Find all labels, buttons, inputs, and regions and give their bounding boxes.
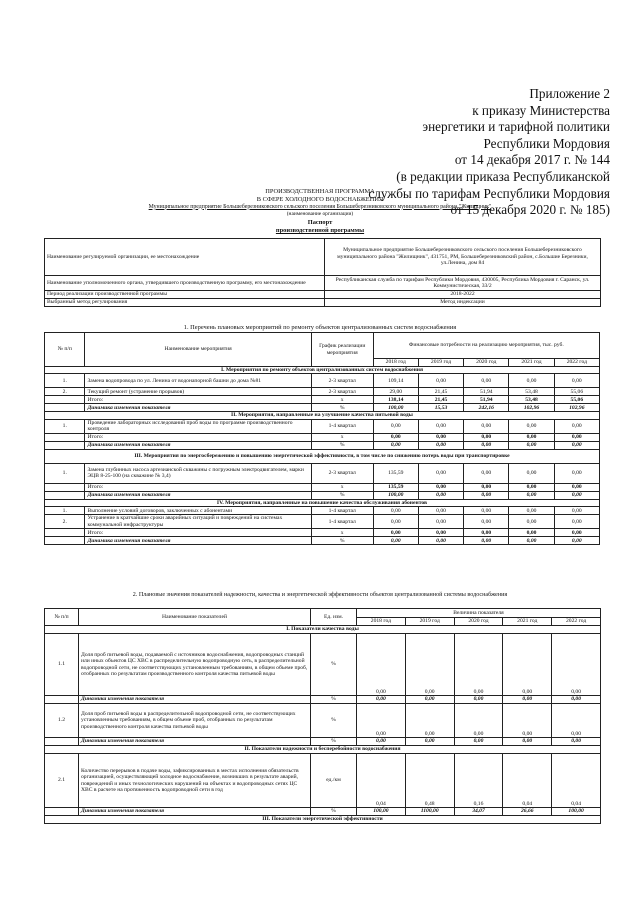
row-name: Проведение лабораторных исследований проб воды по программе производственного контроля	[85, 419, 311, 433]
row-value: 0,00	[405, 634, 454, 696]
total-unit: х	[311, 396, 373, 404]
dynamics-value: 100,00	[552, 808, 601, 816]
passport-subtitle: производственной программы	[275, 226, 365, 234]
dynamics-value: 0,00	[373, 441, 418, 449]
section1-title: 1. Перечень плановых мероприятий по ремонту объектов централизованных систем водоснабжения	[183, 324, 457, 331]
dynamics-value: 0,00	[509, 537, 554, 545]
total-value: 0,00	[554, 529, 599, 537]
row-num: 1.	[45, 463, 85, 483]
appendix-line: Приложение 2	[529, 86, 610, 101]
dynamics-value: 0,00	[464, 537, 509, 545]
passport-row	[45, 291, 601, 299]
dynamics-label: Динамика изменения показателя	[85, 537, 311, 545]
dynamics-row	[45, 491, 600, 499]
col-header-num: № п/п	[45, 333, 85, 367]
dynamics-value: 0,00	[464, 441, 509, 449]
total-label: Итого:	[85, 483, 311, 491]
row-value: 0,00	[418, 507, 463, 515]
dynamics-label: Динамика изменения показателя	[85, 441, 311, 449]
total-value: 0,00	[418, 483, 463, 491]
row-value: 0,00	[418, 515, 463, 529]
dynamics-value: 0,00	[552, 738, 601, 746]
appendix-line: Республики Мордовия	[483, 135, 610, 151]
passport-value: 2018-2022	[325, 291, 601, 299]
row-unit: %	[311, 634, 357, 696]
dynamics-row	[45, 537, 600, 545]
col-header-name: Наименование мероприятия	[85, 333, 311, 367]
dynamics-unit: %	[311, 808, 357, 816]
row-unit: %	[311, 704, 357, 738]
dynamics-value: 34,07	[454, 808, 503, 816]
total-value: 0,00	[509, 433, 554, 441]
passport-value: Метод индексации	[325, 299, 601, 307]
dynamics-label: Динамика изменения показателя	[79, 808, 311, 816]
total-unit: х	[311, 433, 373, 441]
row-name: Замена водопровода по ул. Ленина от водонапорной башни до дома №81	[85, 374, 311, 388]
row-schedule: 2-3 квартал	[311, 388, 373, 396]
section2-header-row	[45, 609, 601, 618]
total-value: 0,00	[418, 433, 463, 441]
appendix-line: (в редакции приказа Республиканской	[396, 168, 610, 184]
dynamics-label: Динамика изменения показателя	[79, 696, 311, 704]
program-title	[40, 188, 600, 235]
dynamics-row	[45, 441, 600, 449]
total-label: Итого:	[85, 396, 311, 404]
row-value: 0,04	[503, 754, 552, 808]
table-row	[45, 374, 600, 388]
col-header-unit: Ед. изм.	[311, 609, 357, 626]
dynamics-value: 0,00	[554, 491, 599, 499]
total-value: 21,45	[418, 396, 463, 404]
row-value: 0,00	[554, 507, 599, 515]
total-unit: х	[311, 529, 373, 537]
total-value: 0,00	[554, 433, 599, 441]
row-name: Выполнение условий договоров, заключенных с абонентами	[85, 507, 311, 515]
dynamics-label: Динамика изменения показателя	[85, 404, 311, 412]
col-header-schedule: График реализации мероприятия	[311, 333, 373, 367]
total-row	[45, 433, 600, 441]
row-name: Замена глубинных насоса артезианской скважины с погружным электродвигателем, марки ЭЦВ 8-25-100 (на скважине № 3,4)	[85, 463, 311, 483]
row-value: 0,00	[554, 463, 599, 483]
row-value: 0,00	[552, 704, 601, 738]
table-row	[45, 515, 600, 529]
row-value: 0,00	[454, 634, 503, 696]
dynamics-label: Динамика изменения показателя	[79, 738, 311, 746]
dynamics-value: 1100,00	[405, 808, 454, 816]
year-header: 2021 год	[509, 359, 554, 367]
group-title: I. Мероприятия по ремонту объектов централизованных систем водоснабжения	[45, 367, 600, 374]
group-title-row	[45, 449, 600, 463]
table-row	[45, 704, 601, 738]
row-value: 0,00	[509, 463, 554, 483]
dynamics-value: 0,00	[373, 537, 418, 545]
row-value: 0,16	[454, 754, 503, 808]
year-header: 2018 год	[357, 618, 406, 626]
row-value: 0,00	[418, 374, 463, 388]
dynamics-value: 0,00	[418, 491, 463, 499]
row-num: 2.	[45, 388, 85, 396]
passport-label: Наименование уполномоченного органа, утвердившего производственную программу, его местонахождение	[45, 276, 325, 291]
row-name: Доля проб питьевой воды в распределительной водопроводной сети, не соответствующих установленным требованиям, в общем объеме проб, отобранных по результатам производственного контроля качества питьевой воды	[79, 704, 311, 738]
total-label: Итого:	[85, 529, 311, 537]
dynamics-value: 102,96	[509, 404, 554, 412]
dynamics-value: 0,00	[405, 738, 454, 746]
section2-table	[44, 608, 601, 824]
year-header: 2021 год	[503, 618, 552, 626]
row-num: 1.2	[45, 704, 79, 738]
dynamics-value: 100,00	[373, 404, 418, 412]
total-value: 0,00	[418, 529, 463, 537]
col-header-name: Наименование показателей	[79, 609, 311, 626]
passport-label: Наименование регулируемой организации, ее местонахождение	[45, 239, 325, 276]
dynamics-value: 0,00	[405, 696, 454, 704]
group-title: II. Мероприятия, направленные на улучшение качества питьевой воды	[45, 412, 600, 419]
total-unit: х	[311, 483, 373, 491]
row-value: 0,00	[554, 515, 599, 529]
dynamics-row	[45, 696, 601, 704]
row-value: 0,00	[454, 704, 503, 738]
row-value: 0,00	[509, 515, 554, 529]
row-value: 0,00	[554, 419, 599, 433]
total-value: 0,00	[373, 433, 418, 441]
dynamics-value: 26,66	[503, 808, 552, 816]
row-value: 0,00	[373, 419, 418, 433]
dynamics-value: 15,53	[418, 404, 463, 412]
dynamics-unit: %	[311, 738, 357, 746]
total-value: 0,00	[464, 433, 509, 441]
row-value: 0,00	[554, 374, 599, 388]
row-value: 109,14	[373, 374, 418, 388]
row-name: Количество перерывов в подаче воды, зафиксированных в местах исполнения обязательств организацией, осуществляющей холодное водоснабжение, возникших в результате аварий, повреждений и иных технологических нарушений на объектах и водопроводных сетях ЦС ХВС в расчете на протяженность водопроводной сети в год	[79, 754, 311, 808]
total-value: 0,00	[509, 483, 554, 491]
row-value: 0,00	[373, 515, 418, 529]
row-value: 0,00	[464, 374, 509, 388]
row-value: 51,94	[464, 388, 509, 396]
dynamics-value: 0,00	[509, 491, 554, 499]
dynamics-value: 0,00	[552, 696, 601, 704]
row-value: 0,00	[464, 507, 509, 515]
row-num: 1.	[45, 419, 85, 433]
dynamics-value: 0,00	[509, 441, 554, 449]
year-header: 2019 год	[418, 359, 463, 367]
appendix-line: от 14 декабря 2017 г. № 144	[454, 152, 610, 168]
group-title-row	[45, 816, 601, 824]
passport-title: Паспорт	[307, 219, 333, 227]
total-row	[45, 396, 600, 404]
dynamics-row	[45, 808, 601, 816]
row-value: 0,00	[509, 374, 554, 388]
section1-header-row	[45, 333, 600, 359]
table-row	[45, 634, 601, 696]
row-num: 1.	[45, 374, 85, 388]
passport-value: Республиканская служба по тарифам Республики Мордовия, 430005, Республика Мордовия г. Саранск, ул. Коммунистическая, 33/2	[325, 276, 601, 291]
row-value: 0,04	[357, 754, 406, 808]
year-header: 2020 год	[454, 618, 503, 626]
dynamics-value: 0,00	[464, 491, 509, 499]
group-title-row	[45, 367, 600, 374]
row-schedule: 1-4 квартал	[311, 507, 373, 515]
table-row	[45, 507, 600, 515]
row-value: 0,00	[405, 704, 454, 738]
section1-table	[44, 332, 600, 545]
passport-table	[44, 238, 601, 307]
program-title-line-2: В СФЕРЕ ХОЛОДНОГО ВОДОСНАБЖЕНИЯ	[256, 195, 384, 203]
total-value: 0,00	[373, 529, 418, 537]
total-value: 51,94	[464, 396, 509, 404]
passport-label: Выбранный метод регулирования	[45, 299, 325, 307]
row-num: 1.	[45, 507, 85, 515]
passport-row	[45, 299, 601, 307]
appendix-line: службы по тарифам Республики Мордовия	[368, 185, 610, 201]
group-title-row	[45, 746, 601, 754]
dynamics-unit: %	[311, 441, 373, 449]
dynamics-value: 0,00	[454, 696, 503, 704]
row-value: 0,00	[464, 463, 509, 483]
appendix-line: энергетики и тарифной политики	[422, 119, 610, 135]
row-schedule: 2-3 квартал	[311, 374, 373, 388]
organization-name: Муниципальное предприятие Большеберезниковского сельского поселения Большеберезниковского муниципального района "Жилищник"	[148, 203, 492, 210]
col-header-num: № п/п	[45, 609, 79, 626]
table-row	[45, 419, 600, 433]
row-value: 0,00	[373, 507, 418, 515]
year-header: 2019 год	[405, 618, 454, 626]
row-value: 0,00	[503, 634, 552, 696]
row-value: 53,48	[509, 388, 554, 396]
row-value: 0,00	[357, 704, 406, 738]
row-schedule: 1-4 квартал	[311, 419, 373, 433]
row-name: Устранение в кратчайшие сроки аварийных ситуаций и повреждений на системах коммунальной инфраструктуры	[85, 515, 311, 529]
dynamics-row	[45, 738, 601, 746]
row-value: 0,00	[503, 704, 552, 738]
group-title: III. Мероприятия по энергосбережению и повышению энергетической эффективности, в том числе по снижению потерь воды при транспортировке	[45, 449, 600, 463]
dynamics-value: 0,00	[554, 537, 599, 545]
group-title-row	[45, 626, 601, 634]
total-value: 0,00	[554, 483, 599, 491]
row-value: 0,00	[464, 419, 509, 433]
row-num: 2.1	[45, 754, 79, 808]
table-row	[45, 754, 601, 808]
dynamics-value: 0,00	[454, 738, 503, 746]
row-name: Текущий ремонт (устранение прорывов)	[85, 388, 311, 396]
row-value: 21,45	[418, 388, 463, 396]
dynamics-value: 100,00	[357, 808, 406, 816]
row-value: 0,48	[405, 754, 454, 808]
dynamics-value: 100,00	[373, 491, 418, 499]
dynamics-value: 0,00	[418, 441, 463, 449]
row-value: 55,06	[554, 388, 599, 396]
dynamics-value: 0,00	[357, 696, 406, 704]
year-header: 2022 год	[554, 359, 599, 367]
total-value: 135,59	[373, 483, 418, 491]
section2-title: 2. Плановые значения показателей надежности, качества и энергетической эффективности объектов централизованной системы водоснабжения	[132, 592, 508, 598]
dynamics-row	[45, 404, 600, 412]
dynamics-value: 242,16	[464, 404, 509, 412]
total-value: 0,00	[464, 529, 509, 537]
row-value: 29,00	[373, 388, 418, 396]
group-title: III. Показатели энергетической эффективности	[45, 816, 601, 824]
table-row	[45, 463, 600, 483]
row-unit: ед./км	[311, 754, 357, 808]
row-value: 0,00	[418, 419, 463, 433]
group-title: IV. Мероприятия, направленные на повышение качества обслуживания абонентов	[45, 499, 600, 506]
dynamics-unit: %	[311, 404, 373, 412]
row-value: 135,59	[373, 463, 418, 483]
group-title: II. Показатели надежности и бесперебойности водоснабжения	[45, 746, 601, 754]
dynamics-value: 102,96	[554, 404, 599, 412]
row-value: 0,04	[552, 754, 601, 808]
total-value: 55,06	[554, 396, 599, 404]
row-schedule: 2-3 квартал	[311, 463, 373, 483]
dynamics-unit: %	[311, 696, 357, 704]
row-value: 0,00	[509, 419, 554, 433]
passport-row	[45, 239, 601, 276]
row-value: 0,00	[418, 463, 463, 483]
dynamics-unit: %	[311, 537, 373, 545]
passport-value: Муниципальное предприятие Большеберезниковского сельского поселения Большеберезниковского муниципального района "Жилищник", 431751, РМ, Большеберезниковский район, с.Большие Березники, ул.Ленина, дом 84	[325, 239, 601, 276]
row-value: 0,00	[357, 634, 406, 696]
appendix-line: от 15 декабря 2020 г. № 185)	[450, 202, 610, 218]
total-label: Итого:	[85, 433, 311, 441]
group-title: I. Показатели качества воды	[45, 626, 601, 634]
total-value: 0,00	[464, 483, 509, 491]
row-schedule: 1-4 квартал	[311, 515, 373, 529]
passport-label: Период реализации производственной программы	[45, 291, 325, 299]
total-value: 138,14	[373, 396, 418, 404]
dynamics-unit: %	[311, 491, 373, 499]
dynamics-value: 0,00	[554, 441, 599, 449]
dynamics-value: 0,00	[357, 738, 406, 746]
row-value: 0,00	[464, 515, 509, 529]
col-header-value: Величина показателя	[357, 609, 601, 618]
passport-row	[45, 276, 601, 291]
year-header: 2022 год	[552, 618, 601, 626]
dynamics-label: Динамика изменения показателя	[85, 491, 311, 499]
row-num: 1.1	[45, 634, 79, 696]
total-value: 0,00	[509, 529, 554, 537]
total-value: 53,48	[509, 396, 554, 404]
table-row	[45, 388, 600, 396]
year-header: 2020 год	[464, 359, 509, 367]
program-title-line-1: ПРОИЗВОДСТВЕННАЯ ПРОГРАММА	[265, 188, 375, 195]
dynamics-value: 0,00	[503, 738, 552, 746]
year-header: 2018 год	[373, 359, 418, 367]
row-value: 0,00	[552, 634, 601, 696]
total-row	[45, 483, 600, 491]
row-num: 2.	[45, 515, 85, 529]
appendix-line: к приказу Министерства	[472, 102, 610, 118]
dynamics-value: 0,00	[418, 537, 463, 545]
col-header-finance: Финансовые потребности на реализацию мероприятия, тыс. руб.	[373, 333, 599, 359]
organization-caption: (наименование организации)	[286, 211, 354, 218]
row-name: Доля проб питьевой воды, подаваемой с источников водоснабжения, водопроводных станций или иных объектов ЦС ХВС в распределительную водопроводную сеть, в распределительной водопроводной сети, не соответствующих установленным требованиям, в общем объеме проб, отобранных по результатам производственного контроля качества питьевой воды	[79, 634, 311, 696]
dynamics-value: 0,00	[503, 696, 552, 704]
group-title-row	[45, 499, 600, 506]
group-title-row	[45, 412, 600, 419]
total-row	[45, 529, 600, 537]
row-value: 0,00	[509, 507, 554, 515]
